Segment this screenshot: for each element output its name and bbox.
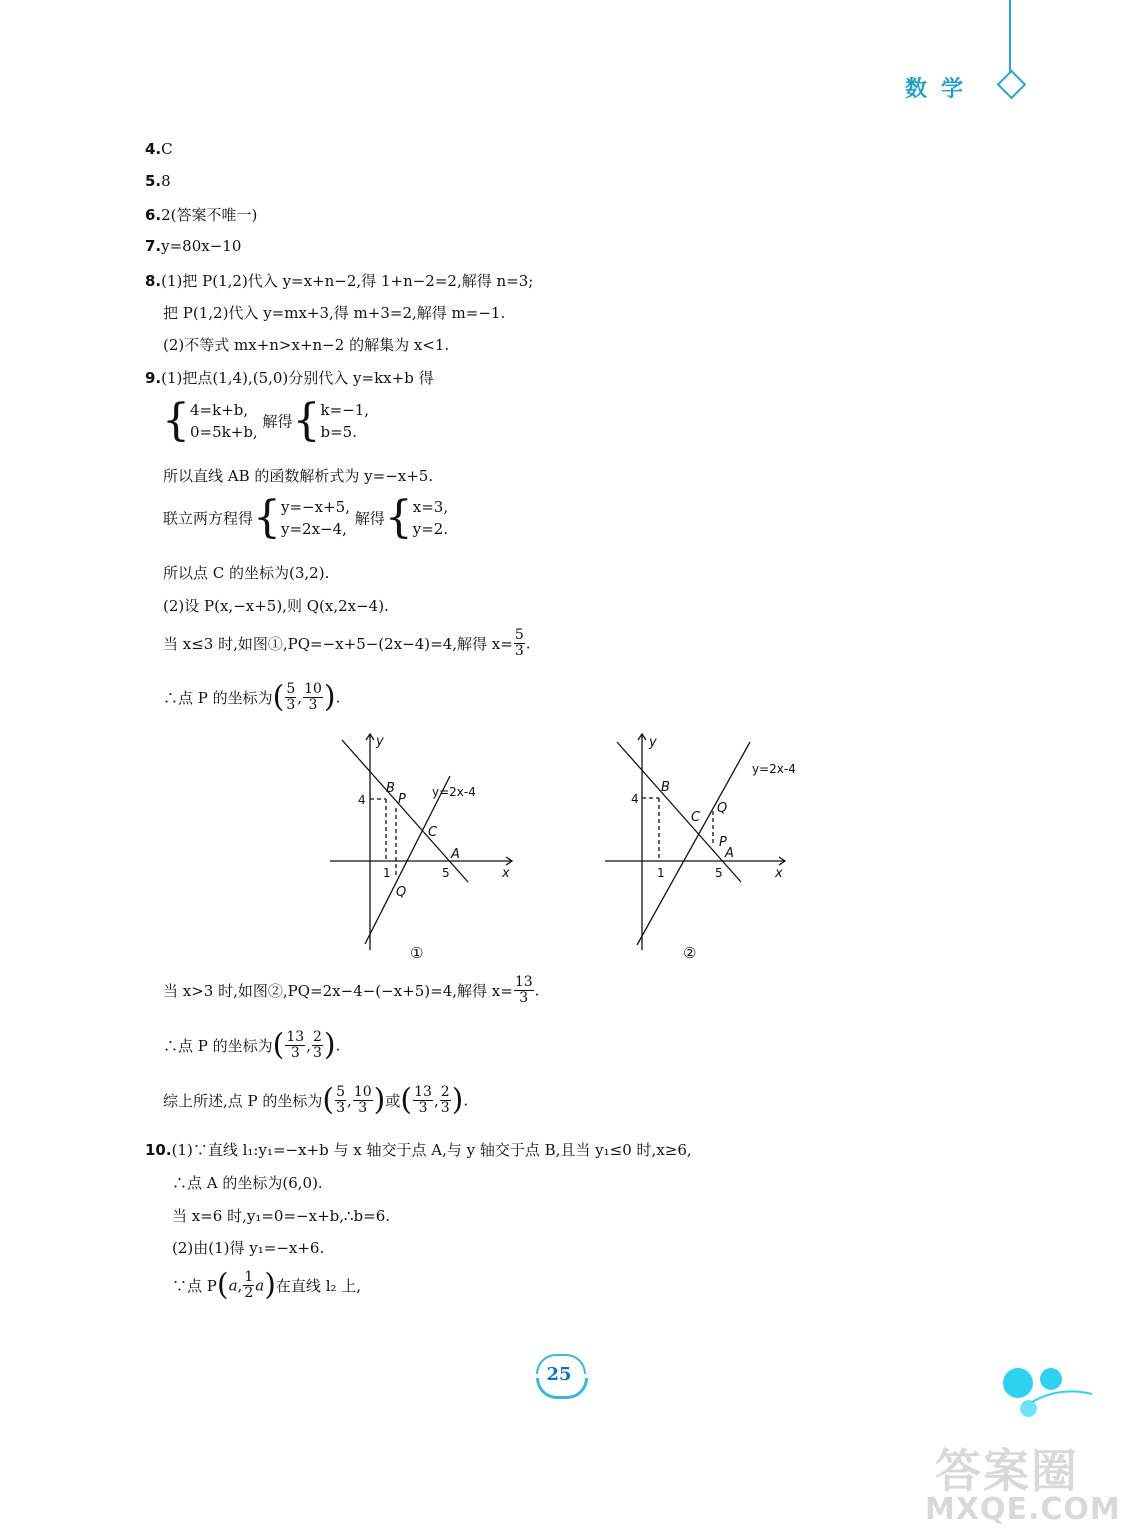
tick-5: 5 bbox=[715, 866, 723, 880]
answer-9-line-8: 当 x>3 时,如图②,PQ=2x−4−(−x+5)=4,解得 x= $\frac{13}{3}$ . bbox=[163, 974, 540, 1006]
answer-10-line-5: ∵点 P(a, $\frac{1}{2}$ a)在直线 l₂ 上, bbox=[172, 1267, 362, 1303]
x-axis-label: x bbox=[775, 866, 783, 881]
x-axis-label: x bbox=[502, 866, 510, 881]
answer-9-line-7: ∴点 P 的坐标为( $\frac{5}{3}$ , $\frac{10}{3}$ ). bbox=[163, 679, 341, 715]
answer-8-line-1: 8.(1)把 P(1,2)代入 y=x+n−2,得 1+n−2=2,解得 n=3; bbox=[145, 272, 534, 290]
tick-1: 1 bbox=[657, 866, 665, 880]
line-label: y=2x-4 bbox=[432, 785, 476, 799]
answer-10-line-2: ∴点 A 的坐标为(6,0). bbox=[172, 1174, 323, 1192]
answer-9-line-4: 所以点 C 的坐标为(3,2). bbox=[163, 564, 330, 582]
y-axis-label: y bbox=[649, 735, 657, 750]
answer-4: 4.C bbox=[145, 140, 173, 158]
answer-9-line-5: (2)设 P(x,−x+5),则 Q(x,2x−4). bbox=[163, 597, 389, 615]
page-number: 25 bbox=[546, 1364, 572, 1385]
subject-title: 数学 bbox=[905, 77, 978, 102]
answer-8-line-2: 把 P(1,2)代入 y=mx+3,得 m+3=2,解得 m=−1. bbox=[163, 304, 506, 322]
point-p-label: P bbox=[719, 835, 727, 850]
point-q-label: Q bbox=[396, 885, 407, 900]
tick-4: 4 bbox=[631, 792, 639, 806]
tick-5: 5 bbox=[442, 866, 450, 880]
figure-caption: ② bbox=[683, 944, 697, 962]
answer-9-system-2: 联立两方程得{ y=−x+5, y=2x−4, 解得{ x=3, y=2. bbox=[163, 492, 449, 543]
diamond-icon bbox=[997, 70, 1027, 100]
y-axis-label: y bbox=[376, 734, 384, 749]
answer-10-line-3: 当 x=6 时,y₁=0=−x+b,∴b=6. bbox=[172, 1207, 391, 1225]
decor-dot-large-icon bbox=[1003, 1368, 1033, 1398]
answer-6: 6.2(答案不唯一) bbox=[145, 206, 258, 224]
watermark-logo: 答案圈 bbox=[935, 1444, 1079, 1498]
page-number-badge bbox=[528, 1350, 590, 1398]
line-y-2x-4 bbox=[365, 776, 450, 944]
answer-9-line-1: 9.(1)把点(1,4),(5,0)分别代入 y=kx+b 得 bbox=[145, 369, 434, 387]
tick-1: 1 bbox=[383, 866, 391, 880]
answer-8-line-3: (2)不等式 mx+n>x+n−2 的解集为 x<1. bbox=[163, 336, 450, 354]
point-a-label: A bbox=[725, 846, 734, 861]
answer-7: 7.y=80x−10 bbox=[145, 237, 242, 255]
answer-5: 5.8 bbox=[145, 172, 171, 190]
tick-4: 4 bbox=[358, 793, 366, 807]
decor-swoosh-icon bbox=[1030, 1380, 1093, 1410]
header-rule bbox=[1009, 0, 1011, 74]
line-label: y=2x-4 bbox=[752, 762, 796, 776]
point-a-label: A bbox=[451, 847, 460, 862]
answer-9-line-2: 所以直线 AB 的函数解析式为 y=−x+5. bbox=[163, 467, 434, 485]
page-number-arc-bottom bbox=[536, 1378, 588, 1399]
answer-10-line-4: (2)由(1)得 y₁=−x+6. bbox=[172, 1239, 325, 1257]
figure-1 bbox=[320, 728, 530, 968]
point-c-label: C bbox=[691, 810, 701, 825]
answer-9-system-1: { 4=k+b, 0=5k+b, 解得{ k=−1, b=5. bbox=[162, 395, 370, 446]
watermark-url: MXQE.COM bbox=[925, 1492, 1121, 1527]
figure-caption: ① bbox=[410, 944, 424, 962]
figure-2 bbox=[595, 728, 805, 968]
answer-9-line-10: 综上所述,点 P 的坐标为( $\frac{5}{3}$ , $\frac{10}{3}$ )或( $\frac{13}{3}$ , $\frac{2}{3}$ ). bbox=[163, 1082, 469, 1118]
point-q-label: Q bbox=[717, 801, 728, 816]
point-p-label: P bbox=[398, 792, 406, 807]
point-c-label: C bbox=[428, 825, 438, 840]
answer-9-line-6: 当 x≤3 时,如图①,PQ=−x+5−(2x−4)=4,解得 x= $\frac{5}{3}$ . bbox=[163, 627, 531, 659]
answer-9-line-9: ∴点 P 的坐标为( $\frac{13}{3}$ , $\frac{2}{3}$ ). bbox=[163, 1027, 341, 1063]
line-y-2x-4 bbox=[637, 742, 750, 945]
answer-10-line-1: 10.(1)∵直线 l₁:y₁=−x+b 与 x 轴交于点 A,与 y 轴交于点 B,且当 y₁≤0 时,x≥6, bbox=[145, 1141, 692, 1159]
point-b-label: B bbox=[386, 781, 395, 796]
point-b-label: B bbox=[661, 780, 670, 795]
